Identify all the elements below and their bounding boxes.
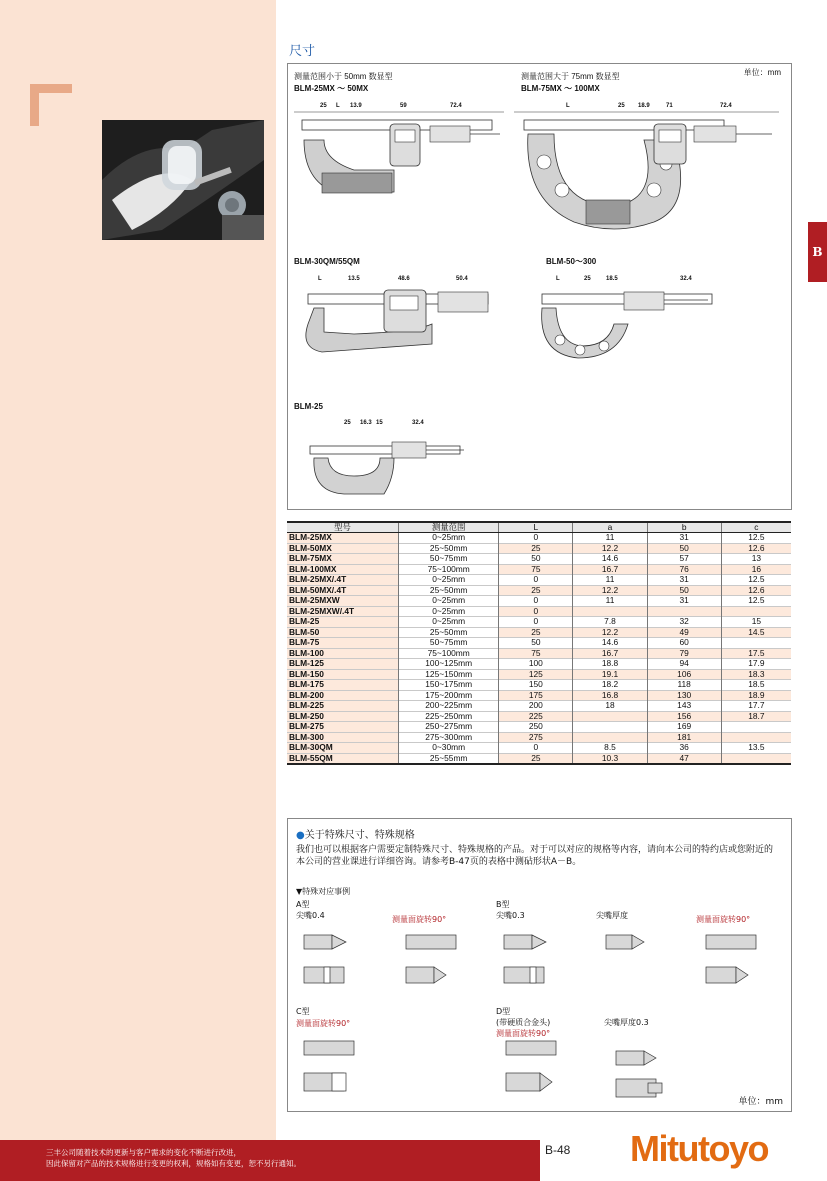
table-cell: 76 [647,564,721,575]
table-row [287,627,791,638]
table-cell: 18.8 [573,659,647,670]
table-cell: 18.7 [721,711,791,722]
panel-model: BLM-25MX ～ 50MX [294,84,369,93]
dim-label: 18.9 [638,103,650,109]
type-a-label: A型 [296,900,310,909]
table-cell: 25 [499,627,573,638]
table-cell: 50 [647,543,721,554]
dimension-drawings [287,63,792,510]
table-cell: 0 [499,743,573,754]
table-cell: 25 [499,753,573,764]
table-row [287,543,791,554]
table-cell: 75 [499,648,573,659]
dim-label: 18.5 [606,276,618,282]
table-cell: 50~75mm [399,554,499,565]
table-row [287,701,791,712]
table-cell: BLM-50 [287,627,399,638]
corner-mark [30,84,72,126]
type-d-note: (带硬质合金头) [496,1018,551,1027]
table-cell: 0~25mm [399,617,499,628]
table-row [287,638,791,649]
table-cell: 10.3 [573,753,647,764]
table-row [287,690,791,701]
table-cell: 12.5 [721,575,791,586]
table-cell: 0~25mm [399,606,499,617]
table-cell: 250 [499,722,573,733]
bullet-icon: ● [296,830,305,841]
table-cell: 75~100mm [399,648,499,659]
dim-label: 32.4 [412,420,424,426]
table-cell: 17.9 [721,659,791,670]
panel-model: BLM-25 [294,402,323,411]
table-cell [721,722,791,733]
special-spec-box [287,818,792,1112]
table-cell: 0~30mm [399,743,499,754]
table-cell: 175 [499,690,573,701]
rotate-note: 测量面旋转90° [296,1019,351,1028]
table-cell: BLM-55QM [287,753,399,764]
page-number: B-48 [545,1143,571,1157]
table-cell [573,606,647,617]
dim-label: 72.4 [720,103,732,109]
table-row [287,575,791,586]
dim-label: 25 [618,103,625,109]
dim-label: 16.3 [360,420,372,426]
table-cell: 12.6 [721,543,791,554]
col-range: 测量范围 [399,522,499,533]
table-cell: 0 [499,606,573,617]
table-cell: 18.9 [721,690,791,701]
table-cell: 0~25mm [399,575,499,586]
micrometer-drawing [294,110,509,204]
table-cell: 7.8 [573,617,647,628]
table-cell: 125~150mm [399,669,499,680]
dim-label: L [566,103,570,109]
table-cell: BLM-275 [287,722,399,733]
table-cell: 79 [647,648,721,659]
table-cell: BLM-100MX [287,564,399,575]
dim-label: 25 [320,103,327,109]
table-cell: 25~50mm [399,585,499,596]
table-cell: 36 [647,743,721,754]
dim-label: 48.6 [398,276,410,282]
table-cell: BLM-150 [287,669,399,680]
table-cell: 18 [573,701,647,712]
rotate-note: 测量面旋转90° [392,915,447,924]
examples-heading: ▼特殊对应事例 [296,887,351,896]
table-cell: 150 [499,680,573,691]
section-tab: B [808,222,827,282]
table-cell: BLM-75 [287,638,399,649]
dim-label: 71 [666,103,673,109]
col-model: 型号 [287,522,399,533]
col-b: b [647,522,721,533]
table-row [287,585,791,596]
table-cell: 106 [647,669,721,680]
table-cell: 19.1 [573,669,647,680]
table-cell: 11 [573,596,647,607]
type-d-label: D型 [496,1007,511,1016]
table-cell: 14.5 [721,627,791,638]
table-cell: BLM-175 [287,680,399,691]
table-row [287,669,791,680]
table-row [287,564,791,575]
table-row [287,711,791,722]
micrometer-drawing [514,110,786,238]
table-cell [721,638,791,649]
table-cell: BLM-50MX/.4T [287,585,399,596]
table-cell: 49 [647,627,721,638]
footer-note-line: 因此保留对产品的技术规格进行变更的权利，规格如有变更，恕不另行通知。 [46,1159,301,1168]
table-cell: BLM-25MX [287,533,399,544]
table-cell: 17.5 [721,648,791,659]
table-cell: 16.7 [573,564,647,575]
table-cell: 18.2 [573,680,647,691]
table-cell [573,711,647,722]
table-row [287,617,791,628]
table-cell: 130 [647,690,721,701]
table-cell: 31 [647,533,721,544]
dim-label: 13.5 [348,276,360,282]
table-cell: 100~125mm [399,659,499,670]
table-cell: 0 [499,617,573,628]
table-cell: 143 [647,701,721,712]
table-cell: 12.2 [573,627,647,638]
table-cell: 94 [647,659,721,670]
table-cell: 169 [647,722,721,733]
table-cell: 12.2 [573,585,647,596]
tip-thickness-03: 尖嘴厚度0.3 [604,1018,649,1027]
type-b-label: B型 [496,900,510,909]
table-cell: 13 [721,554,791,565]
table-cell: 16.7 [573,648,647,659]
table-cell [721,753,791,764]
table-cell: 175~200mm [399,690,499,701]
table-cell [721,606,791,617]
panel-heading: 测量范围小于 50mm 数显型 [294,72,393,81]
table-cell: BLM-125 [287,659,399,670]
micrometer-drawing [294,428,474,500]
table-cell: BLM-25MXW [287,596,399,607]
table-cell: 12.5 [721,596,791,607]
footer-note [46,1147,301,1169]
tip-thickness: 尖嘴厚度 [596,911,628,920]
dim-label: 15 [376,420,383,426]
dim-label: 59 [400,103,407,109]
table-cell: 75 [499,564,573,575]
drawing-unit: 单位：mm [743,68,781,77]
table-row [287,732,791,743]
table-cell: BLM-75MX [287,554,399,565]
table-cell: 250~275mm [399,722,499,733]
table-cell: 12.5 [721,533,791,544]
type-c-label: C型 [296,1007,310,1016]
table-cell: 125 [499,669,573,680]
dim-label: 72.4 [450,103,462,109]
table-cell: 12.2 [573,543,647,554]
dim-label: L [336,103,340,109]
table-cell: 0~25mm [399,596,499,607]
micrometer-drawing [294,284,509,359]
dim-label: 50.4 [456,276,468,282]
table-cell: 25~55mm [399,753,499,764]
rotate-note: 测量面旋转90° [696,915,751,924]
table-cell: 0~25mm [399,533,499,544]
special-description: 我们也可以根据客户需要定制特殊尺寸、特殊规格的产品。对于可以对应的规格等内容，请向本公司的特约店或您附近的本公司的营业课进行详细咨询。请参考B-47页的表格中测砧形状A－B。 [296,845,774,867]
table-cell: 18.5 [721,680,791,691]
panel-model: BLM-75MX ～ 100MX [521,84,600,93]
table-cell: 225 [499,711,573,722]
table-cell: BLM-200 [287,690,399,701]
special-title: ●关于特殊尺寸、特殊规格 [296,830,415,841]
table-cell: 8.5 [573,743,647,754]
table-cell: 200~225mm [399,701,499,712]
table-cell: 16 [721,564,791,575]
dim-label: L [318,276,322,282]
table-cell: 50 [499,638,573,649]
table-cell: 47 [647,753,721,764]
table-cell: BLM-25MXW/.4T [287,606,399,617]
table-cell: 12.6 [721,585,791,596]
table-cell: 0 [499,575,573,586]
table-header-row [287,522,791,533]
table-cell: BLM-225 [287,701,399,712]
table-cell: 50 [647,585,721,596]
table-cell: 25 [499,585,573,596]
table-cell: 181 [647,732,721,743]
dim-label: 13.9 [350,103,362,109]
table-cell: 25~50mm [399,543,499,554]
table-cell: 57 [647,554,721,565]
table-row [287,533,791,544]
panel-model: BLM-30QM/55QM [294,257,360,266]
table-cell [573,722,647,733]
panel-heading: 测量范围大于 75mm 数显型 [521,72,620,81]
table-cell: BLM-50MX [287,543,399,554]
table-cell: BLM-300 [287,732,399,743]
table-row [287,743,791,754]
product-photo [102,120,264,240]
table-cell: 0 [499,533,573,544]
table-cell: 11 [573,575,647,586]
table-row [287,596,791,607]
table-cell: 275 [499,732,573,743]
table-cell: 15 [721,617,791,628]
table-cell: BLM-25 [287,617,399,628]
dim-label: 25 [344,420,351,426]
table-row [287,554,791,565]
col-c: c [721,522,791,533]
anvil-shape-drawings [296,923,781,1103]
table-cell: 11 [573,533,647,544]
table-cell: 275~300mm [399,732,499,743]
col-a: a [573,522,647,533]
table-cell: 25~50mm [399,627,499,638]
table-row [287,753,791,764]
micrometer-drawing [528,284,718,362]
table-cell: 50 [499,554,573,565]
type-a-tip: 尖嘴0.4 [296,911,325,920]
table-cell: 118 [647,680,721,691]
sidebar-band [0,0,276,1181]
special-unit: 单位：mm [738,1097,783,1107]
table-cell [721,732,791,743]
dim-label: L [556,276,560,282]
table-cell: 31 [647,596,721,607]
panel-model: BLM-50～300 [546,257,597,266]
table-row [287,680,791,691]
table-cell: 200 [499,701,573,712]
table-cell: BLM-30QM [287,743,399,754]
table-cell: 25 [499,543,573,554]
page-title: 尺寸 [289,44,316,59]
table-cell: 0 [499,596,573,607]
footer-note-line: 三丰公司随着技术的更新与客户需求的变化不断进行改进， [46,1148,241,1157]
table-cell: 17.7 [721,701,791,712]
brand-logo: Mitutoyo [630,1128,768,1169]
table-cell: 150~175mm [399,680,499,691]
table-cell: 14.6 [573,554,647,565]
table-cell: 225~250mm [399,711,499,722]
table-cell: BLM-250 [287,711,399,722]
table-cell: 31 [647,575,721,586]
rotate-note: 测量面旋转90° [496,1029,551,1038]
type-b-tip: 尖嘴0.3 [496,911,525,920]
dim-label: 25 [584,276,591,282]
table-cell: BLM-25MX/.4T [287,575,399,586]
table-cell [573,732,647,743]
col-l: L [499,522,573,533]
table-cell: BLM-100 [287,648,399,659]
table-row [287,659,791,670]
table-cell: 13.5 [721,743,791,754]
table-cell: 75~100mm [399,564,499,575]
table-cell: 16.8 [573,690,647,701]
table-cell: 18.3 [721,669,791,680]
table-cell [647,606,721,617]
table-cell: 156 [647,711,721,722]
dim-label: 32.4 [680,276,692,282]
table-cell: 14.6 [573,638,647,649]
table-row [287,606,791,617]
table-row [287,648,791,659]
table-row [287,722,791,733]
table-cell: 60 [647,638,721,649]
spec-table [287,521,791,765]
table-cell: 32 [647,617,721,628]
table-cell: 100 [499,659,573,670]
table-cell: 50~75mm [399,638,499,649]
